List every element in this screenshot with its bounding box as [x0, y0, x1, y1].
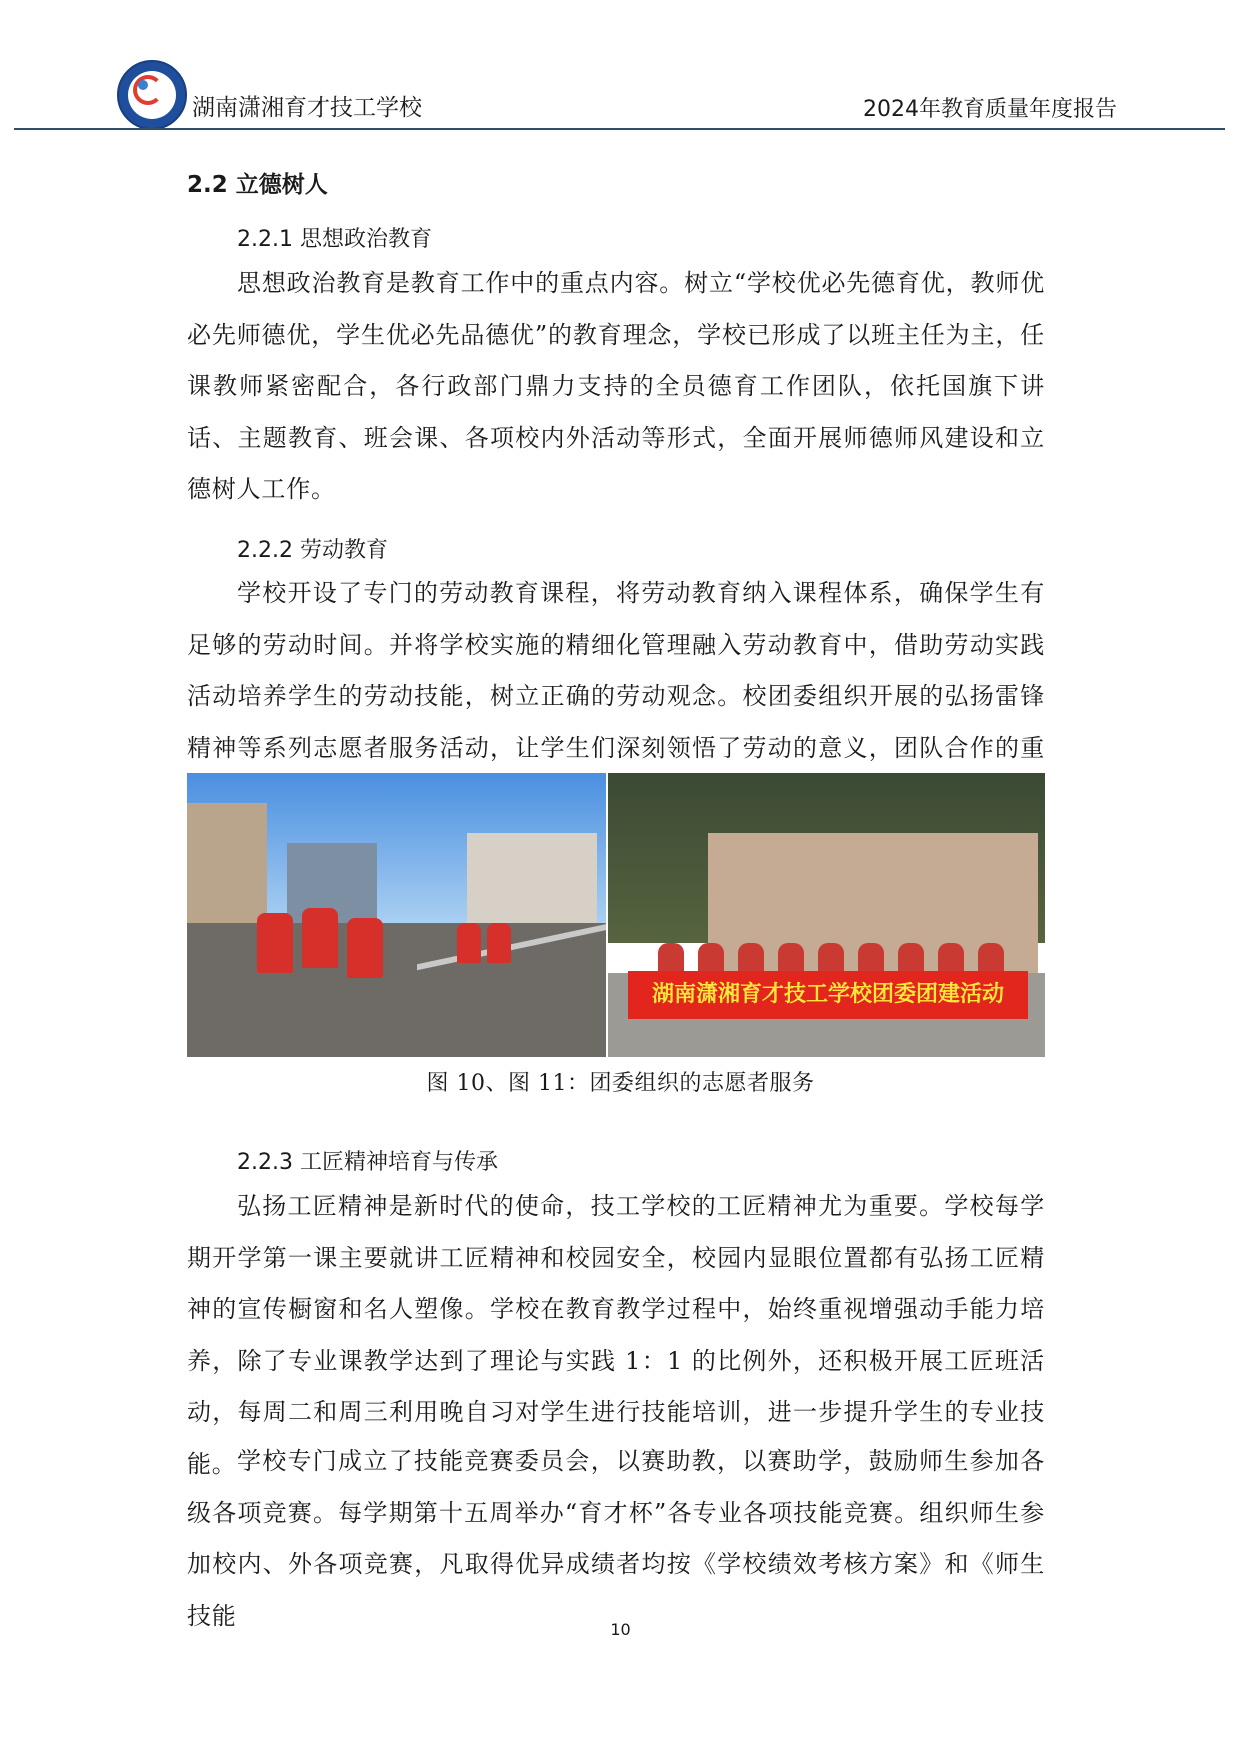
page-header [0, 0, 1241, 132]
paragraph-craftsmanship-2: 学校专门成立了技能竞赛委员会，以赛助教，以赛助学，鼓励师生参加各级各项竞赛。每学期第十五周举办“育才杯”各专业各项技能竞赛。组织师生参加校内、外各项竞赛，凡取得优异成绩者均按《学校绩效考核方案》和《师生技能 [187, 1447, 1045, 1630]
section-heading: 2.2 立德树人 [187, 172, 328, 198]
school-name: 湖南潇湘育才技工学校 [192, 95, 422, 121]
figure-photos [187, 773, 1045, 1057]
figure-caption: 图 10、图 11：团委组织的志愿者服务 [426, 1071, 815, 1096]
report-title: 2024年教育质量年度报告 [863, 97, 1117, 122]
school-logo-icon [117, 60, 187, 130]
photo-group-banner [608, 773, 1045, 1057]
page-number: 10 [610, 1620, 631, 1639]
subsection-heading-ideology: 2.2.1 思想政治教育 [237, 227, 432, 252]
header-divider [14, 128, 1225, 130]
paragraph-labor: 学校开设了专门的劳动教育课程，将劳动教育纳入课程体系，确保学生有足够的劳动时间。并将学校实施的精细化管理融入劳动教育中，借助劳动实践活动培养学生的劳动技能，树立正确的劳动观念。校团委组织开展的弘扬雷锋精神等系列志愿者服务活动，让学生们深刻领悟了劳动的意义，团队合作的重 [187, 579, 1045, 762]
photo-volunteers-bridge [187, 773, 606, 1057]
subsection-heading-labor: 2.2.2 劳动教育 [237, 538, 388, 563]
paragraph-craftsmanship-1: 弘扬工匠精神是新时代的使命，技工学校的工匠精神尤为重要。学校每学期开学第一课主要就讲工匠精神和校园安全，校园内显眼位置都有弘扬工匠精神的宣传橱窗和名人塑像。学校在教育教学过程中，始终重视增强动手能力培养，除了专业课教学达到了理论与实践 1：1 的比例外，还积极开展工匠班活动，每周二和周三利用晚自习对学生进行技能培训，进一步提升学生的专业技能。 [187, 1192, 1045, 1478]
paragraph-ideology: 思想政治教育是教育工作中的重点内容。树立“学校优必先德育优，教师优必先师德优，学生优必先品德优”的教育理念，学校已形成了以班主任为主，任课教师紧密配合，各行政部门鼎力支持的全员德育工作团队，依托国旗下讲话、主题教育、班会课、各项校内外活动等形式，全面开展师德师风建设和立德树人工作。 [187, 269, 1045, 503]
photo-banner: 湖南潇湘育才技工学校团委团建活动 [628, 971, 1028, 1019]
subsection-heading-craftsmanship: 2.2.3 工匠精神培育与传承 [237, 1150, 498, 1175]
